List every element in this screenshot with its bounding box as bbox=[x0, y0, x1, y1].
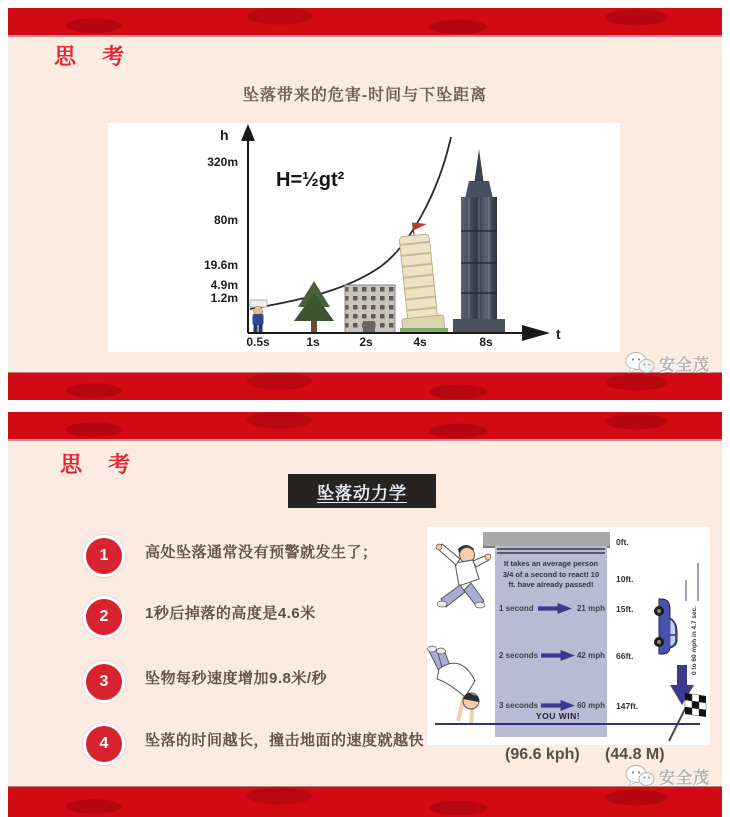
watermark-label: 安全茂 bbox=[658, 356, 710, 374]
right-arrow-icon bbox=[538, 602, 572, 615]
wechat-icon bbox=[625, 351, 655, 375]
formula-label: H=½gt² bbox=[276, 169, 345, 191]
distance-10ft: 10ft. bbox=[616, 574, 634, 584]
ground-line bbox=[435, 723, 700, 725]
speed-label: 60 mph bbox=[576, 700, 605, 710]
speed-row-1 bbox=[499, 601, 605, 615]
person-graphic bbox=[250, 300, 267, 333]
bottom-red-banner bbox=[8, 786, 722, 817]
fall-distance-chart bbox=[108, 123, 620, 352]
top-red-banner bbox=[8, 412, 722, 441]
y-tick-320m: 320m bbox=[207, 155, 238, 169]
x-tick-4s: 4s bbox=[413, 335, 427, 349]
speed-label: 21 mph bbox=[576, 603, 605, 613]
y-axis-arrow bbox=[241, 124, 255, 141]
list-number-4: 4 bbox=[83, 723, 125, 765]
x-axis-letter: t bbox=[556, 326, 561, 342]
y-tick-4-9m: 4.9m bbox=[210, 278, 238, 292]
caption-meters: (44.8 M) bbox=[605, 746, 665, 763]
watermark bbox=[625, 351, 710, 375]
slide-title: 坠落带来的危害-时间与下坠距离 bbox=[242, 87, 488, 104]
car-icon bbox=[653, 596, 679, 656]
list-item-3: 坠物每秒速度增加9.8米/秒 bbox=[145, 670, 328, 687]
y-tick-80m: 80m bbox=[213, 213, 238, 227]
section-header: 思 考 bbox=[60, 452, 141, 477]
y-tick-19-6m: 19.6m bbox=[203, 258, 238, 272]
distance-66ft: 66ft. bbox=[616, 651, 634, 661]
list-item-2: 1秒后掉落的高度是4.6米 bbox=[145, 605, 316, 622]
right-arrow-icon bbox=[541, 649, 575, 662]
watermark bbox=[625, 764, 710, 788]
slide-fall-dynamics bbox=[8, 412, 722, 817]
list-item-1: 高处坠落通常没有预警就发生了； bbox=[145, 544, 378, 561]
y-axis-letter: h bbox=[220, 127, 229, 143]
speed-streak bbox=[697, 563, 699, 601]
band-rule bbox=[497, 552, 605, 554]
caption-kph: (96.6 kph) bbox=[505, 746, 580, 763]
falling-person-headfirst-icon bbox=[427, 639, 485, 734]
topic-title-box bbox=[288, 474, 436, 508]
fall-speed-diagram bbox=[427, 527, 710, 745]
list-number-3: 3 bbox=[83, 661, 125, 703]
bottom-red-banner bbox=[8, 372, 722, 400]
car-speed-note: 0 to 60 mph in 4.7 sec. bbox=[691, 606, 698, 675]
time-label: 2 seconds bbox=[499, 650, 539, 660]
list-number-1: 1 bbox=[83, 535, 125, 577]
speed-label: 42 mph bbox=[576, 650, 605, 660]
speed-row-2 bbox=[499, 648, 605, 662]
x-tick-8s: 8s bbox=[479, 335, 493, 349]
list-item-4: 坠落的时间越长，撞击地面的速度就越快 bbox=[145, 732, 425, 749]
slide-fall-distance bbox=[8, 8, 722, 400]
x-tick-0-5s: 0.5s bbox=[246, 335, 270, 349]
topic-title: 坠落动力学 bbox=[317, 483, 407, 503]
time-label: 1 second bbox=[499, 603, 534, 613]
skyscraper-graphic bbox=[453, 149, 505, 333]
distance-147ft: 147ft. bbox=[616, 701, 639, 711]
reaction-note: It takes an average person 3/4 of a second to react! 10 ft. have already passed! bbox=[502, 559, 600, 589]
wechat-icon bbox=[625, 764, 655, 788]
band-rule bbox=[497, 548, 605, 550]
list-number-2: 2 bbox=[83, 596, 125, 638]
right-arrow-icon bbox=[541, 699, 575, 712]
time-label: 3 seconds bbox=[499, 700, 539, 710]
you-win-label: YOU WIN! bbox=[535, 711, 581, 721]
distance-15ft: 15ft. bbox=[616, 604, 634, 614]
x-tick-2s: 2s bbox=[359, 335, 373, 349]
tree-graphic bbox=[294, 281, 334, 333]
speed-row-3 bbox=[499, 698, 605, 712]
distance-0ft: 0ft. bbox=[616, 537, 629, 547]
x-axis-arrow bbox=[522, 325, 550, 341]
watermark-label: 安全茂 bbox=[658, 769, 710, 787]
pisa-tower-graphic bbox=[392, 220, 445, 333]
top-red-banner bbox=[8, 8, 722, 37]
speed-streak bbox=[685, 580, 687, 601]
building-graphic bbox=[345, 285, 395, 333]
checkered-flag-icon bbox=[661, 691, 707, 743]
y-tick-1-2m: 1.2m bbox=[210, 291, 238, 305]
falling-person-icon bbox=[429, 539, 491, 619]
section-header: 思 考 bbox=[54, 44, 135, 69]
x-tick-1s: 1s bbox=[306, 335, 320, 349]
